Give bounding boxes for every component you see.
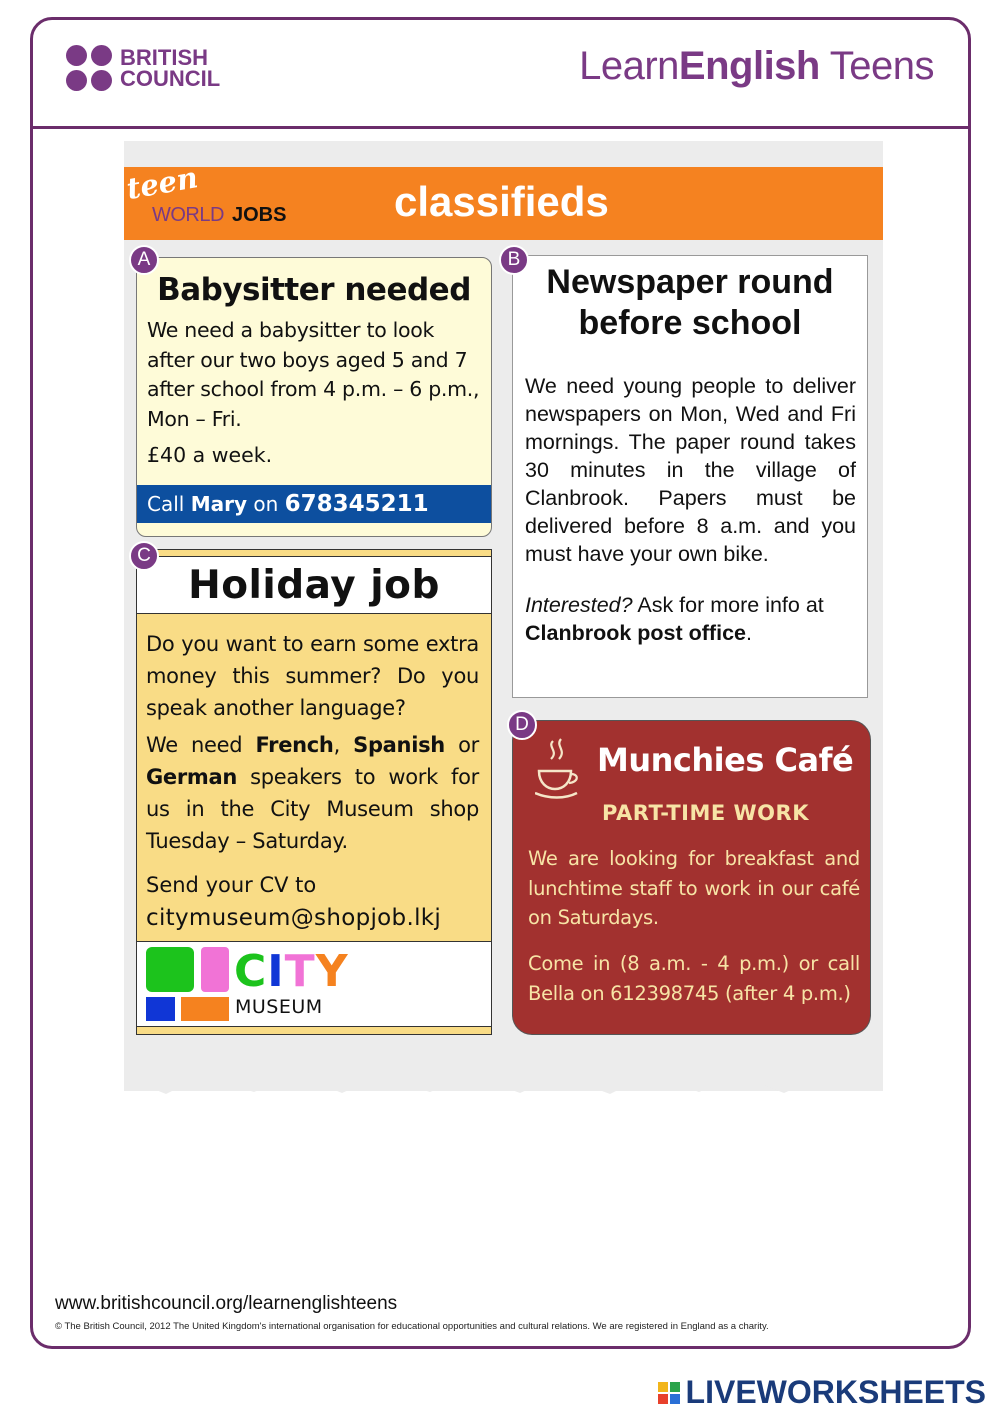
ad-c-comma: , [333, 733, 354, 757]
footer-copyright: © The British Council, 2012 The United Kingdom's international organisation for educational opportunities and cultural relations. We are registered in England as a charity. [55, 1321, 769, 1332]
logo-blue-square [146, 997, 175, 1021]
bc-logo-line2: COUNCIL [120, 66, 221, 91]
ad-babysitter [136, 257, 492, 537]
ad-a-call-bar [137, 485, 491, 523]
le-teens: Teens [819, 44, 934, 88]
bc-logo-line1: BRITISH [120, 45, 208, 70]
ad-c-spanish: Spanish [353, 733, 445, 757]
ad-c-we-need: We need [146, 733, 256, 757]
logo-green-square [146, 947, 194, 992]
ad-c-german: German [146, 765, 238, 789]
logo-city-c: C [234, 946, 268, 997]
learnenglish-teens-logo [579, 44, 934, 89]
british-council-dots-icon [66, 45, 112, 91]
ad-a-call-number: 678345211 [284, 491, 429, 517]
ad-c-send: Send your CV to [146, 873, 317, 897]
logo-city-text [234, 946, 349, 997]
logo-city-i: I [267, 946, 285, 997]
badge-c: C [129, 541, 159, 571]
ad-b-place: Clanbrook post office [525, 621, 746, 645]
ad-newspaper-round [512, 255, 868, 698]
badge-b: B [499, 245, 529, 275]
banner-jobs: JOBS [232, 204, 287, 226]
liveworksheets-grid-icon [658, 1382, 680, 1404]
badge-a: A [129, 245, 159, 275]
liveworksheets-logo [658, 1374, 986, 1411]
ad-d-body2: Come in (8 a.m. - 4 p.m.) or call Bella on 612398745 (after 4 p.m.) [528, 952, 860, 1005]
ad-a-title: Babysitter needed [157, 272, 471, 308]
ad-d-subtitle: PART-TIME WORK [602, 801, 809, 825]
banner-title: classifieds [394, 178, 609, 225]
logo-pink-square [201, 947, 229, 992]
header-divider [30, 126, 971, 129]
ad-b-interested: Interested? [525, 593, 633, 617]
liveworksheets-text: LIVEWORKSHEETS [685, 1374, 986, 1410]
ad-a-call-name: Mary [190, 492, 248, 516]
le-learn: Learn [579, 44, 679, 88]
ad-c-french: French [255, 733, 334, 757]
british-council-logo [66, 45, 220, 91]
ad-c-body1: Do you want to earn some extra money this summer? Do you speak another language? [146, 632, 479, 720]
ad-b-period: . [745, 621, 752, 645]
ad-b-title: Newspaper round before school [546, 263, 834, 342]
banner-teen: teen [124, 160, 201, 206]
ad-c-body2-rest: speakers to work for us in the City Museum shop Tuesday – Saturday. [146, 765, 479, 853]
ad-b-more-info [513, 568, 867, 647]
ad-c-email: citymuseum@shopjob.lkj [146, 905, 442, 931]
logo-city-y: Y [315, 946, 349, 997]
ad-b-body: We need young people to deliver newspapers on Mon, Wed and Fri mornings. The paper round takes 30 minutes in the village of Clanbrook. Papers must be delivered before 8 a.m. and you must have your own bike. [525, 374, 856, 566]
city-museum-logo [137, 941, 491, 1027]
ad-b-ask: Ask for more info at [632, 593, 824, 617]
footer-url[interactable]: www.britishcouncil.org/learnenglishteens [55, 1293, 398, 1314]
banner-world: WORLD [152, 204, 224, 226]
coffee-cup-icon [535, 737, 581, 803]
ad-a-price: £40 a week. [147, 443, 273, 467]
ad-a-body: We need a babysitter to look after our two boys aged 5 and 7 after school from 4 p.m. – 6 p.m., Mon – Fri. [147, 318, 480, 431]
ad-d-body1: We are looking for breakfast and lunchtime staff to work in our café on Saturdays. [528, 847, 860, 929]
le-english: English [678, 44, 820, 88]
ad-holiday-job [136, 549, 492, 1035]
paper-torn-edge [124, 1075, 883, 1099]
ad-c-title: Holiday job [137, 556, 491, 614]
ad-a-call-on: on [247, 492, 285, 516]
logo-museum-text: MUSEUM [235, 996, 323, 1018]
ad-d-title: Munchies Café [597, 741, 854, 779]
badge-d: D [507, 710, 537, 740]
logo-city-t: T [284, 946, 316, 997]
ad-c-or: or [444, 733, 479, 757]
logo-orange-square [181, 997, 229, 1021]
ad-munchies-cafe [512, 720, 871, 1035]
ad-a-call-prefix: Call [147, 492, 191, 516]
ad-c-body2 [137, 724, 491, 857]
